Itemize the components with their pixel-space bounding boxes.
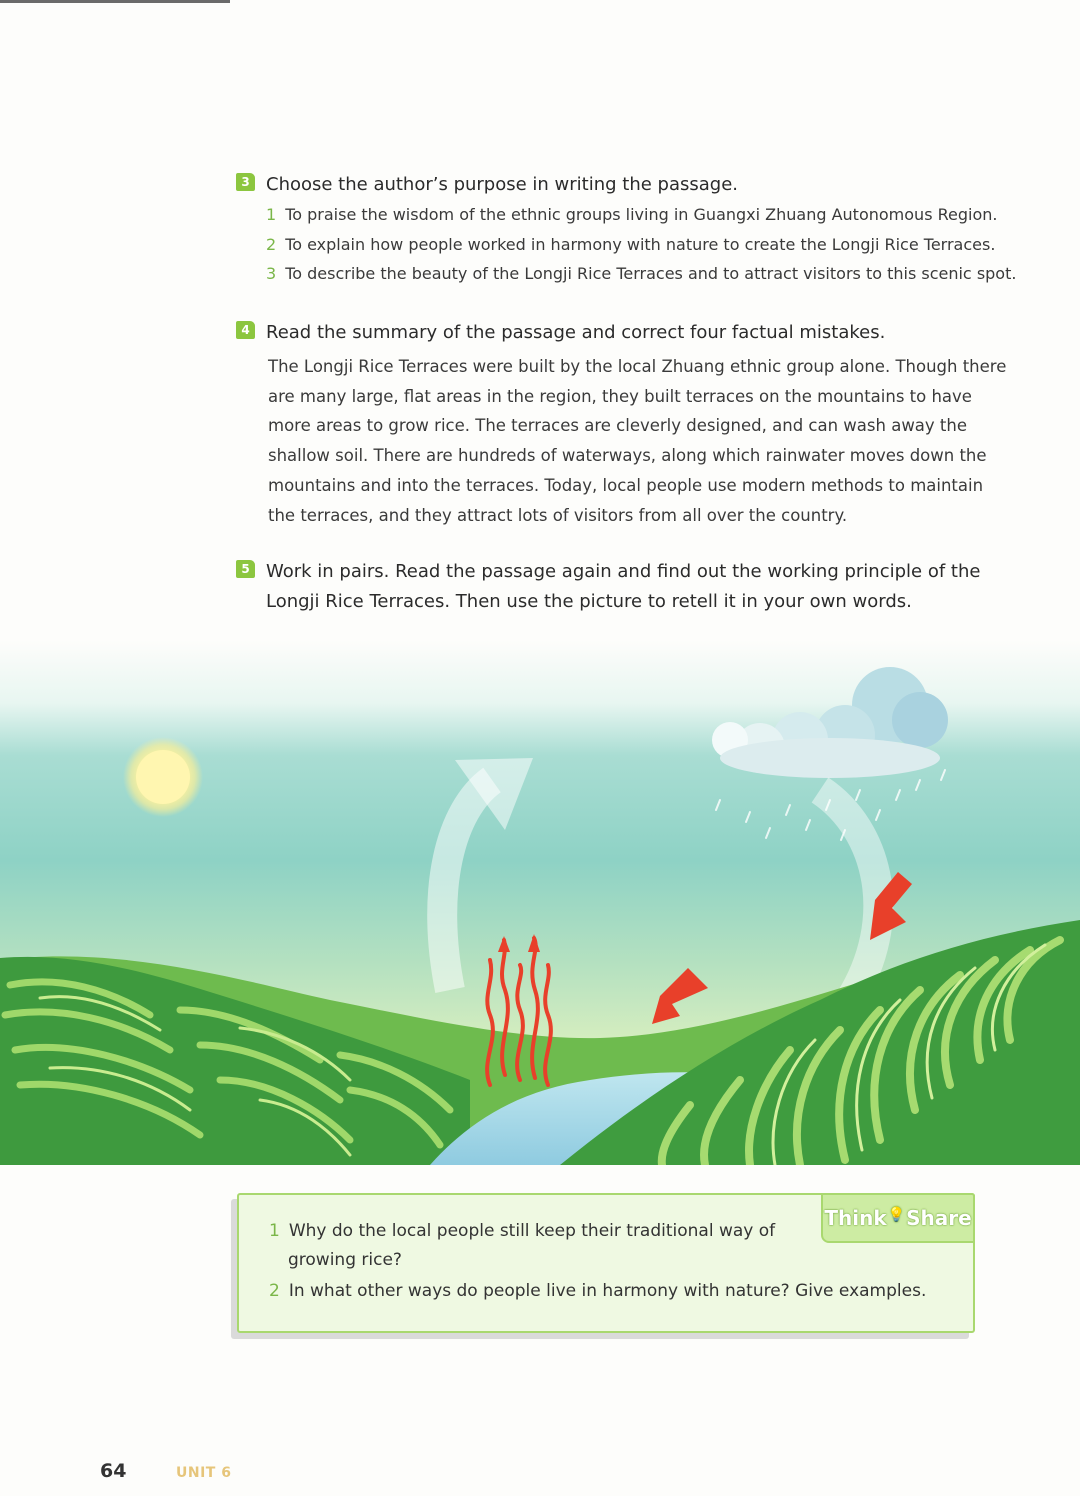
exercise-instruction: Choose the author’s purpose in writing the passage. [266, 174, 739, 195]
lightbulb-icon: 💡 [887, 1207, 906, 1223]
page-number: 64 [100, 1460, 127, 1482]
option-item: 3 To describe the beauty of the Longji Rice Terraces and to attract visitors to this scenic spot. [266, 264, 1017, 283]
question-item: 1 Why do the local people still keep their traditional way of growing rice? [269, 1221, 776, 1270]
think-share-box [237, 1193, 975, 1333]
exercise-number-badge: 3 [236, 173, 255, 191]
exercise-instruction: Work in pairs. Read the passage again and find out the working principle of the Longji Rice Terraces. Then use the picture to retell it in your own words. [266, 561, 981, 612]
sun-core [136, 750, 190, 804]
exercise-4 [236, 318, 1026, 530]
option-item: 2 To explain how people worked in harmony with nature to create the Longji Rice Terraces. [266, 234, 996, 254]
summary-paragraph: The Longji Rice Terraces were built by the local Zhuang ethnic group alone. Though there are many large, flat areas in the region, they built terraces on the mountains to have more areas to grow rice. The terraces are cleverly designed, and can wash away the shallow soil. There are hundreds of waterways, along which rainwater moves down the mountains and into the terraces. Today, local people use modern methods to maintain the terraces, and they attract lots of visitors from all over the country. [268, 357, 1007, 525]
option-item: 1 To praise the wisdom of the ethnic groups living in Guangxi Zhuang Autonomous Region. [266, 205, 998, 224]
unit-label: UNIT 6 [176, 1465, 232, 1481]
exercise-5 [236, 557, 1026, 617]
question-item: 2 In what other ways do people live in harmony with nature? Give examples. [269, 1281, 927, 1301]
think-share-label: Think💡Share [821, 1193, 975, 1243]
exercise-number-badge: 4 [236, 321, 255, 339]
top-rule [0, 0, 230, 3]
terrace-water-cycle-illustration [0, 640, 1080, 1165]
exercise-number-badge: 5 [236, 560, 255, 578]
exercise-instruction: Read the summary of the passage and correct four factual mistakes. [266, 322, 886, 343]
exercise-3 [236, 170, 1026, 289]
